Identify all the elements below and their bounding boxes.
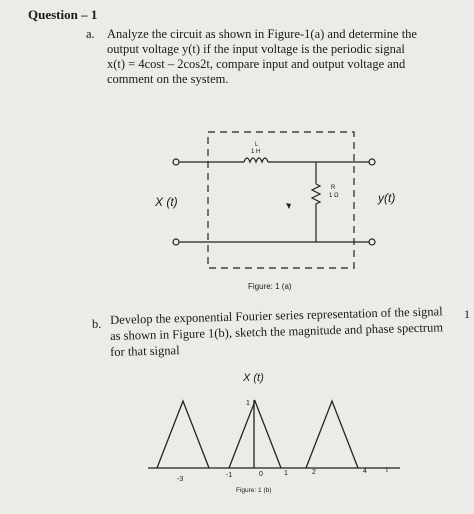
tick-2: 2 (312, 469, 316, 476)
y-axis-label: X (t) (243, 372, 264, 384)
part-a-line-4: comment on the system. (107, 72, 229, 86)
part-b-line-3: for that signal (109, 343, 180, 359)
triangle-pulse-center (229, 401, 281, 468)
tick-1: 1 (284, 470, 288, 477)
part-a-line-2: output voltage y(t) if the input voltage is the periodic signal (107, 42, 405, 56)
question-title: Question – 1 (28, 7, 98, 22)
part-a-label: a. (86, 27, 95, 41)
tick-4: 4 (363, 468, 367, 475)
figure-b-caption: Figure: 1 (b) (236, 487, 272, 494)
part-b-line-1: Develop the exponential Fourier series representation of the signal (109, 304, 443, 327)
triangle-pulse-left (157, 401, 209, 468)
peak-label: 1 (246, 400, 250, 407)
margin-mark: 1 (464, 307, 470, 321)
input-label: X (t) (155, 195, 178, 209)
tick-minus-3: -3 (177, 476, 184, 483)
figure-a-caption: Figure: 1 (a) (248, 282, 292, 291)
part-a-line-1: Analyze the circuit as shown in Figure-1(a) and determine the (107, 27, 417, 41)
tick-0: 0 (259, 471, 263, 478)
inductor-label: L (255, 142, 259, 148)
tick-t: t (386, 467, 388, 474)
tick-minus-1: -1 (226, 472, 233, 479)
part-b-line-2: as shown in Figure 1(b), sketch the magnitude and phase spectrum (109, 320, 444, 343)
resistor-value: 1 Ω (329, 193, 339, 199)
triangle-pulse-right (306, 401, 358, 468)
part-b-label: b. (92, 317, 102, 331)
output-label: y(t) (378, 191, 396, 205)
resistor-label: R (331, 185, 336, 191)
inductor-value: 1 H (251, 149, 261, 155)
part-a-line-3: x(t) = 4cost – 2cos2t, compare input and output voltage and (107, 57, 406, 71)
